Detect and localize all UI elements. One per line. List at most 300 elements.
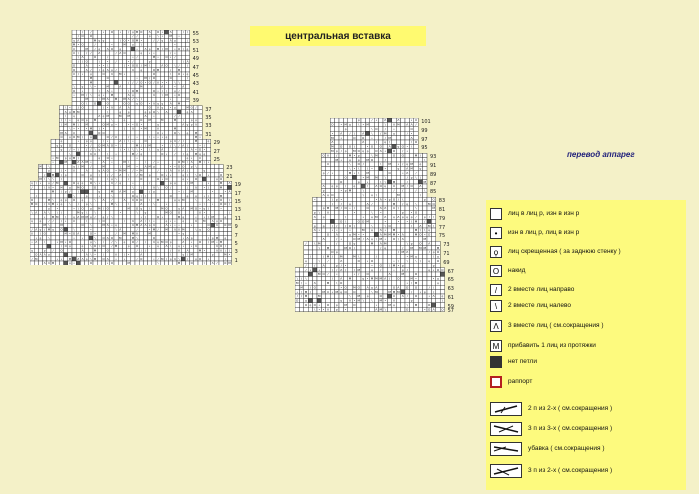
stitch-symbol: ϙ <box>410 241 413 246</box>
chart-cell <box>383 281 387 285</box>
stitch-symbol: O <box>392 149 396 153</box>
stitch-symbol: O <box>388 171 391 175</box>
stitch-symbol: \ <box>419 259 421 263</box>
stitch-symbol: \ <box>56 210 58 215</box>
stitch-symbol: / <box>336 223 338 228</box>
stitch-symbol: O <box>304 303 308 307</box>
stitch-symbol: ϙ <box>153 164 155 169</box>
chart-cell <box>365 250 369 254</box>
stitch-symbol: ϙ <box>182 252 185 257</box>
stitch-symbol: ϙ <box>174 105 176 110</box>
stitch-symbol: O <box>157 214 160 219</box>
stitch-symbol: • <box>178 231 180 236</box>
chart-cell <box>169 198 173 202</box>
stitch-symbol: • <box>305 281 307 285</box>
stitch-symbol: Λ <box>73 219 76 223</box>
stitch-symbol: ϙ <box>140 51 143 55</box>
chart-cell <box>139 160 143 164</box>
chart-cell <box>85 106 89 110</box>
stitch-symbol: ϙ <box>174 181 176 186</box>
stitch-symbol: M <box>357 294 361 299</box>
stitch-symbol: O <box>190 261 193 265</box>
chart-cell <box>55 173 59 177</box>
chart-cell <box>76 76 80 80</box>
stitch-symbol: • <box>115 151 117 156</box>
stitch-symbol: Λ <box>178 168 181 173</box>
stitch-symbol: / <box>415 122 417 127</box>
chart-cell <box>185 219 189 223</box>
stitch-symbol: \ <box>119 143 121 148</box>
stitch-symbol: Λ <box>131 67 134 72</box>
stitch-symbol: • <box>157 160 159 165</box>
stitch-symbol: ϙ <box>186 122 189 127</box>
stitch-symbol: O <box>140 256 143 261</box>
stitch-symbol: / <box>187 168 188 173</box>
stitch-symbol: Λ <box>379 232 382 237</box>
stitch-symbol: Λ <box>94 151 97 156</box>
stitch-symbol: O <box>110 235 113 240</box>
chart-cell <box>55 160 59 164</box>
stitch-symbol: ϙ <box>344 188 347 193</box>
chart-cell <box>330 294 334 298</box>
chart-cell <box>173 240 177 244</box>
stitch-symbol: ϙ <box>69 109 71 114</box>
chart-cell <box>335 136 339 140</box>
right-knitting-chart <box>295 118 454 315</box>
chart-cell <box>77 122 84 127</box>
chart-cell <box>93 76 97 80</box>
chart-cell <box>423 162 427 166</box>
chart-cell <box>30 190 34 194</box>
stitch-symbol: \ <box>90 256 92 261</box>
chart-cell <box>93 173 97 177</box>
chart-cell <box>357 276 361 280</box>
stitch-symbol: / <box>69 147 71 152</box>
stitch-symbol: / <box>145 240 146 244</box>
stitch-symbol: \ <box>103 139 104 144</box>
chart-cell <box>365 131 369 135</box>
stitch-symbol: M <box>335 206 339 211</box>
stitch-symbol: \ <box>362 188 364 193</box>
stitch-symbol: M <box>123 168 126 173</box>
chart-cell <box>55 261 59 265</box>
stitch-symbol: ϙ <box>157 122 159 127</box>
stitch-symbol: \ <box>98 97 100 102</box>
stitch-symbol: / <box>90 147 92 152</box>
stitch-symbol: Λ <box>173 227 176 232</box>
stitch-symbol: / <box>187 30 188 34</box>
chart-cell <box>68 211 72 215</box>
stitch-symbol: / <box>157 38 159 43</box>
chart-cell <box>423 276 427 280</box>
chart-cell <box>148 122 152 126</box>
stitch-symbol: \ <box>353 223 355 228</box>
stitch-symbol: / <box>349 131 351 136</box>
stitch-symbol: M <box>173 118 177 123</box>
stitch-symbol: • <box>94 252 96 257</box>
chart-cell <box>93 160 97 164</box>
chart-cell <box>343 232 347 236</box>
chart-cell <box>215 194 219 198</box>
stitch-symbol: ϙ <box>419 162 422 167</box>
chart-cell <box>365 263 369 267</box>
stitch-symbol: M <box>427 201 431 206</box>
stitch-symbol: M <box>35 256 38 261</box>
chart-cell <box>326 184 330 188</box>
stitch-symbol: \ <box>182 189 184 194</box>
stitch-symbol: ϙ <box>357 157 360 162</box>
stitch-symbol: Λ <box>190 160 193 165</box>
stitch-symbol: Λ <box>415 118 417 123</box>
chart-cell <box>156 232 160 236</box>
stitch-symbol: Λ <box>119 227 122 232</box>
chart-cell <box>401 303 405 307</box>
stitch-symbol: M <box>326 206 330 211</box>
stitch-symbol: O <box>199 147 202 152</box>
chart-cell <box>409 307 413 311</box>
stitch-symbol: Λ <box>406 166 409 171</box>
stitch-symbol: Λ <box>43 261 46 265</box>
chart-cell <box>321 276 325 280</box>
stitch-symbol: ϙ <box>98 189 101 194</box>
stitch-symbol: O <box>89 34 92 39</box>
stitch-symbol: • <box>174 46 176 51</box>
chart-cell <box>330 307 334 311</box>
stitch-symbol: \ <box>349 294 351 299</box>
chart-cell <box>143 202 147 206</box>
stitch-symbol: \ <box>124 219 125 223</box>
stitch-symbol: \ <box>371 131 373 136</box>
stitch-symbol: Λ <box>89 151 92 156</box>
chart-cell <box>131 72 135 76</box>
row-number: 89 <box>430 171 437 178</box>
stitch-symbol: Λ <box>362 131 365 136</box>
stitch-symbol: O <box>102 219 105 223</box>
stitch-symbol: O <box>220 198 223 202</box>
stitch-symbol: O <box>178 164 181 169</box>
stitch-symbol: Λ <box>194 244 197 249</box>
stitch-symbol: \ <box>124 252 125 257</box>
stitch-symbol: O <box>379 184 382 189</box>
stitch-symbol: ϙ <box>132 42 134 47</box>
chart-cell <box>76 244 80 248</box>
stitch-symbol: ϙ <box>73 114 75 118</box>
chart-cell <box>85 131 89 135</box>
chart-cell <box>114 156 118 160</box>
stitch-symbol: ϙ <box>102 114 105 118</box>
stitch-symbol: Λ <box>106 223 109 228</box>
stitch-symbol: • <box>98 193 101 198</box>
chart-cell <box>164 139 168 143</box>
chart-cell <box>431 241 435 245</box>
chart-cell <box>177 181 181 185</box>
stitch-symbol: ϙ <box>148 34 151 39</box>
chart-cell <box>76 169 80 173</box>
stitch-symbol: / <box>331 223 333 228</box>
stitch-symbol: O <box>178 210 181 215</box>
chart-cell <box>114 80 118 84</box>
stitch-symbol: \ <box>157 34 159 39</box>
row-number: 13 <box>234 207 241 214</box>
chart-cell <box>135 177 139 181</box>
stitch-symbol: / <box>82 135 83 139</box>
stitch-symbol: / <box>153 80 155 85</box>
chart-cell <box>387 184 391 188</box>
chart-cell <box>392 166 396 170</box>
stitch-symbol: O <box>375 127 378 131</box>
chart-cell <box>114 206 118 210</box>
chart-cell <box>55 169 59 173</box>
stitch-symbol: \ <box>170 244 172 249</box>
stitch-symbol: O <box>81 223 84 228</box>
stitch-symbol: • <box>362 122 365 127</box>
stitch-symbol: \ <box>389 263 391 268</box>
stitch-symbol: M <box>388 289 391 294</box>
stitch-symbol: \ <box>98 126 100 131</box>
stitch-symbol: ϙ <box>423 197 426 202</box>
chart-cell <box>396 127 400 131</box>
stitch-symbol: M <box>401 272 405 277</box>
stitch-symbol: / <box>44 227 46 232</box>
stitch-symbol: M <box>190 206 193 211</box>
stitch-symbol: ϙ <box>393 303 395 307</box>
stitch-symbol: M <box>224 252 227 257</box>
stitch-symbol: M <box>370 241 374 246</box>
chart-cell <box>317 250 321 254</box>
stitch-symbol: • <box>397 263 400 268</box>
stitch-symbol: O <box>89 181 92 186</box>
legend-panel <box>486 200 686 490</box>
stitch-symbol: O <box>106 206 109 211</box>
stitch-symbol: ϙ <box>384 140 387 145</box>
stitch-symbol: M <box>344 245 347 250</box>
chart-cell <box>326 215 330 219</box>
stitch-symbol: ϙ <box>48 168 50 173</box>
stitch-symbol: M <box>140 172 143 177</box>
stitch-symbol: O <box>165 63 168 68</box>
chart-cell <box>409 193 413 197</box>
chart-cell <box>211 194 215 198</box>
stitch-symbol: O <box>428 307 431 312</box>
stitch-symbol: / <box>362 162 364 167</box>
stitch-symbol: • <box>127 38 130 43</box>
stitch-symbol: / <box>86 147 88 152</box>
chart-cell <box>335 254 339 258</box>
chart-cell <box>317 219 321 223</box>
stitch-symbol: Λ <box>388 144 391 149</box>
chart-cell <box>122 177 126 181</box>
chart-cell <box>362 193 369 197</box>
stitch-symbol: / <box>384 135 386 140</box>
stitch-symbol: ϙ <box>415 254 417 259</box>
stitch-symbol: Λ <box>157 126 160 131</box>
stitch-symbol: • <box>384 166 387 171</box>
chart-cell <box>164 114 168 118</box>
chart-cell <box>38 206 42 210</box>
chart-cell <box>97 232 101 236</box>
stitch-symbol: / <box>229 248 230 253</box>
stitch-symbol: \ <box>384 175 386 180</box>
row-number: 11 <box>234 215 241 222</box>
stitch-symbol: • <box>161 214 164 219</box>
stitch-symbol: M <box>186 105 189 110</box>
chart-cell <box>211 206 215 210</box>
chart-cell <box>93 131 97 135</box>
stitch-symbol: O <box>31 198 34 202</box>
chart-cell <box>173 236 177 240</box>
chart-cell <box>414 144 418 148</box>
stitch-symbol: \ <box>77 51 79 55</box>
chart-cell <box>330 210 334 214</box>
stitch-symbol: M <box>366 122 369 127</box>
chart-cell <box>418 268 422 272</box>
stitch-symbol: Λ <box>102 168 105 173</box>
stitch-symbol: O <box>131 38 134 43</box>
stitch-symbol: Λ <box>157 130 160 135</box>
chart-cell <box>401 127 405 131</box>
stitch-symbol: • <box>340 122 343 127</box>
stitch-symbol: • <box>165 172 168 177</box>
stitch-symbol: O <box>340 144 343 149</box>
stitch-symbol: / <box>433 285 435 290</box>
stitch-symbol: Λ <box>119 172 122 177</box>
chart-cell <box>169 151 176 156</box>
chart-cell <box>85 34 89 38</box>
chart-cell <box>148 253 152 257</box>
row-number: 87 <box>430 180 437 187</box>
stitch-symbol: / <box>402 245 404 250</box>
stitch-symbol: / <box>128 135 130 139</box>
chart-cell <box>127 152 131 156</box>
stitch-symbol: Λ <box>64 130 67 135</box>
stitch-symbol: • <box>410 210 413 215</box>
chart-cell <box>106 38 110 42</box>
legend-item-cable-2of2: 2 п из 2-х ( см.сокращения ) <box>490 402 612 416</box>
stitch-symbol: Λ <box>173 139 176 144</box>
stitch-symbol: • <box>56 206 59 211</box>
chart-cell <box>343 197 347 201</box>
stitch-symbol: Λ <box>165 109 168 114</box>
stitch-symbol: ϙ <box>81 181 84 186</box>
stitch-symbol: Λ <box>119 139 122 144</box>
stitch-symbol: M <box>383 241 387 246</box>
stitch-symbol: \ <box>136 235 138 240</box>
stitch-symbol: \ <box>178 256 180 261</box>
stitch-symbol: O <box>131 193 134 198</box>
stitch-symbol: • <box>331 289 334 294</box>
stitch-symbol: \ <box>77 147 79 152</box>
chart-cell <box>361 246 365 250</box>
chart-cell <box>68 215 72 219</box>
stitch-symbol: • <box>406 149 409 153</box>
stitch-symbol: Λ <box>340 131 343 136</box>
stitch-symbol: O <box>102 72 105 76</box>
stitch-symbol: / <box>406 294 408 299</box>
stitch-symbol: / <box>301 276 303 281</box>
stitch-symbol: / <box>309 254 311 259</box>
stitch-symbol: / <box>111 172 113 177</box>
chart-cell <box>76 173 80 177</box>
stitch-symbol: \ <box>195 172 197 177</box>
stitch-symbol: Λ <box>106 143 109 148</box>
stitch-symbol: \ <box>345 215 347 219</box>
chart-cell <box>317 276 321 280</box>
stitch-symbol: ϙ <box>362 276 365 281</box>
stitch-symbol: ϙ <box>401 267 404 272</box>
stitch-symbol: \ <box>98 244 100 249</box>
stitch-symbol: \ <box>203 202 205 207</box>
stitch-symbol: M <box>392 289 396 294</box>
chart-cell <box>169 114 176 118</box>
stitch-symbol: \ <box>136 147 138 152</box>
chart-cell <box>152 211 156 215</box>
chart-cell <box>219 227 223 231</box>
stitch-symbol: ϙ <box>203 206 206 211</box>
stitch-symbol: O <box>357 162 360 167</box>
stitch-symbol: / <box>406 267 408 272</box>
stitch-symbol: Λ <box>228 189 231 194</box>
stitch-symbol: \ <box>140 185 142 190</box>
stitch-symbol: • <box>393 259 395 263</box>
stitch-symbol: • <box>73 126 75 131</box>
stitch-symbol: Λ <box>127 105 130 110</box>
stitch-symbol: M <box>161 118 164 123</box>
stitch-symbol: ϙ <box>102 67 105 72</box>
stitch-symbol: • <box>119 30 122 34</box>
chart-cell <box>198 127 202 131</box>
stitch-symbol: • <box>77 42 80 47</box>
stitch-symbol: ϙ <box>161 105 164 110</box>
chart-cell <box>177 177 181 181</box>
chart-cell <box>85 30 92 34</box>
chart-cell <box>80 64 84 68</box>
stitch-symbol: \ <box>103 240 104 244</box>
stitch-symbol: Λ <box>182 168 185 173</box>
chart-cell <box>101 76 105 80</box>
chart-cell <box>409 202 413 206</box>
chart-cell <box>148 68 152 72</box>
chart-cell <box>387 246 391 250</box>
chart-cell <box>148 257 152 261</box>
stitch-symbol: O <box>419 232 422 237</box>
stitch-symbol: ϙ <box>182 177 185 181</box>
chart-cell <box>387 237 391 241</box>
stitch-symbol: / <box>345 267 347 272</box>
stitch-symbol: • <box>190 244 193 249</box>
chart-cell <box>127 181 131 185</box>
chart-cell <box>415 215 422 219</box>
stitch-symbol: O <box>441 307 444 312</box>
stitch-symbol: Λ <box>144 164 147 169</box>
chart-cell <box>330 303 334 307</box>
stitch-symbol: O <box>169 210 172 215</box>
stitch-symbol: O <box>140 101 143 106</box>
chart-cell <box>326 263 330 267</box>
chart-cell <box>139 72 143 76</box>
stitch-symbol: • <box>148 101 151 106</box>
stitch-symbol: \ <box>107 177 109 181</box>
chart-cell <box>157 185 164 190</box>
stitch-symbol: \ <box>301 289 303 294</box>
chart-cell <box>396 136 400 140</box>
stitch-symbol: / <box>336 241 338 246</box>
stitch-symbol: O <box>441 267 444 272</box>
chart-cell <box>206 244 210 248</box>
stitch-symbol: M <box>81 164 84 169</box>
stitch-symbol: • <box>60 256 63 261</box>
chart-cell <box>308 259 312 263</box>
chart-cell <box>321 158 325 162</box>
